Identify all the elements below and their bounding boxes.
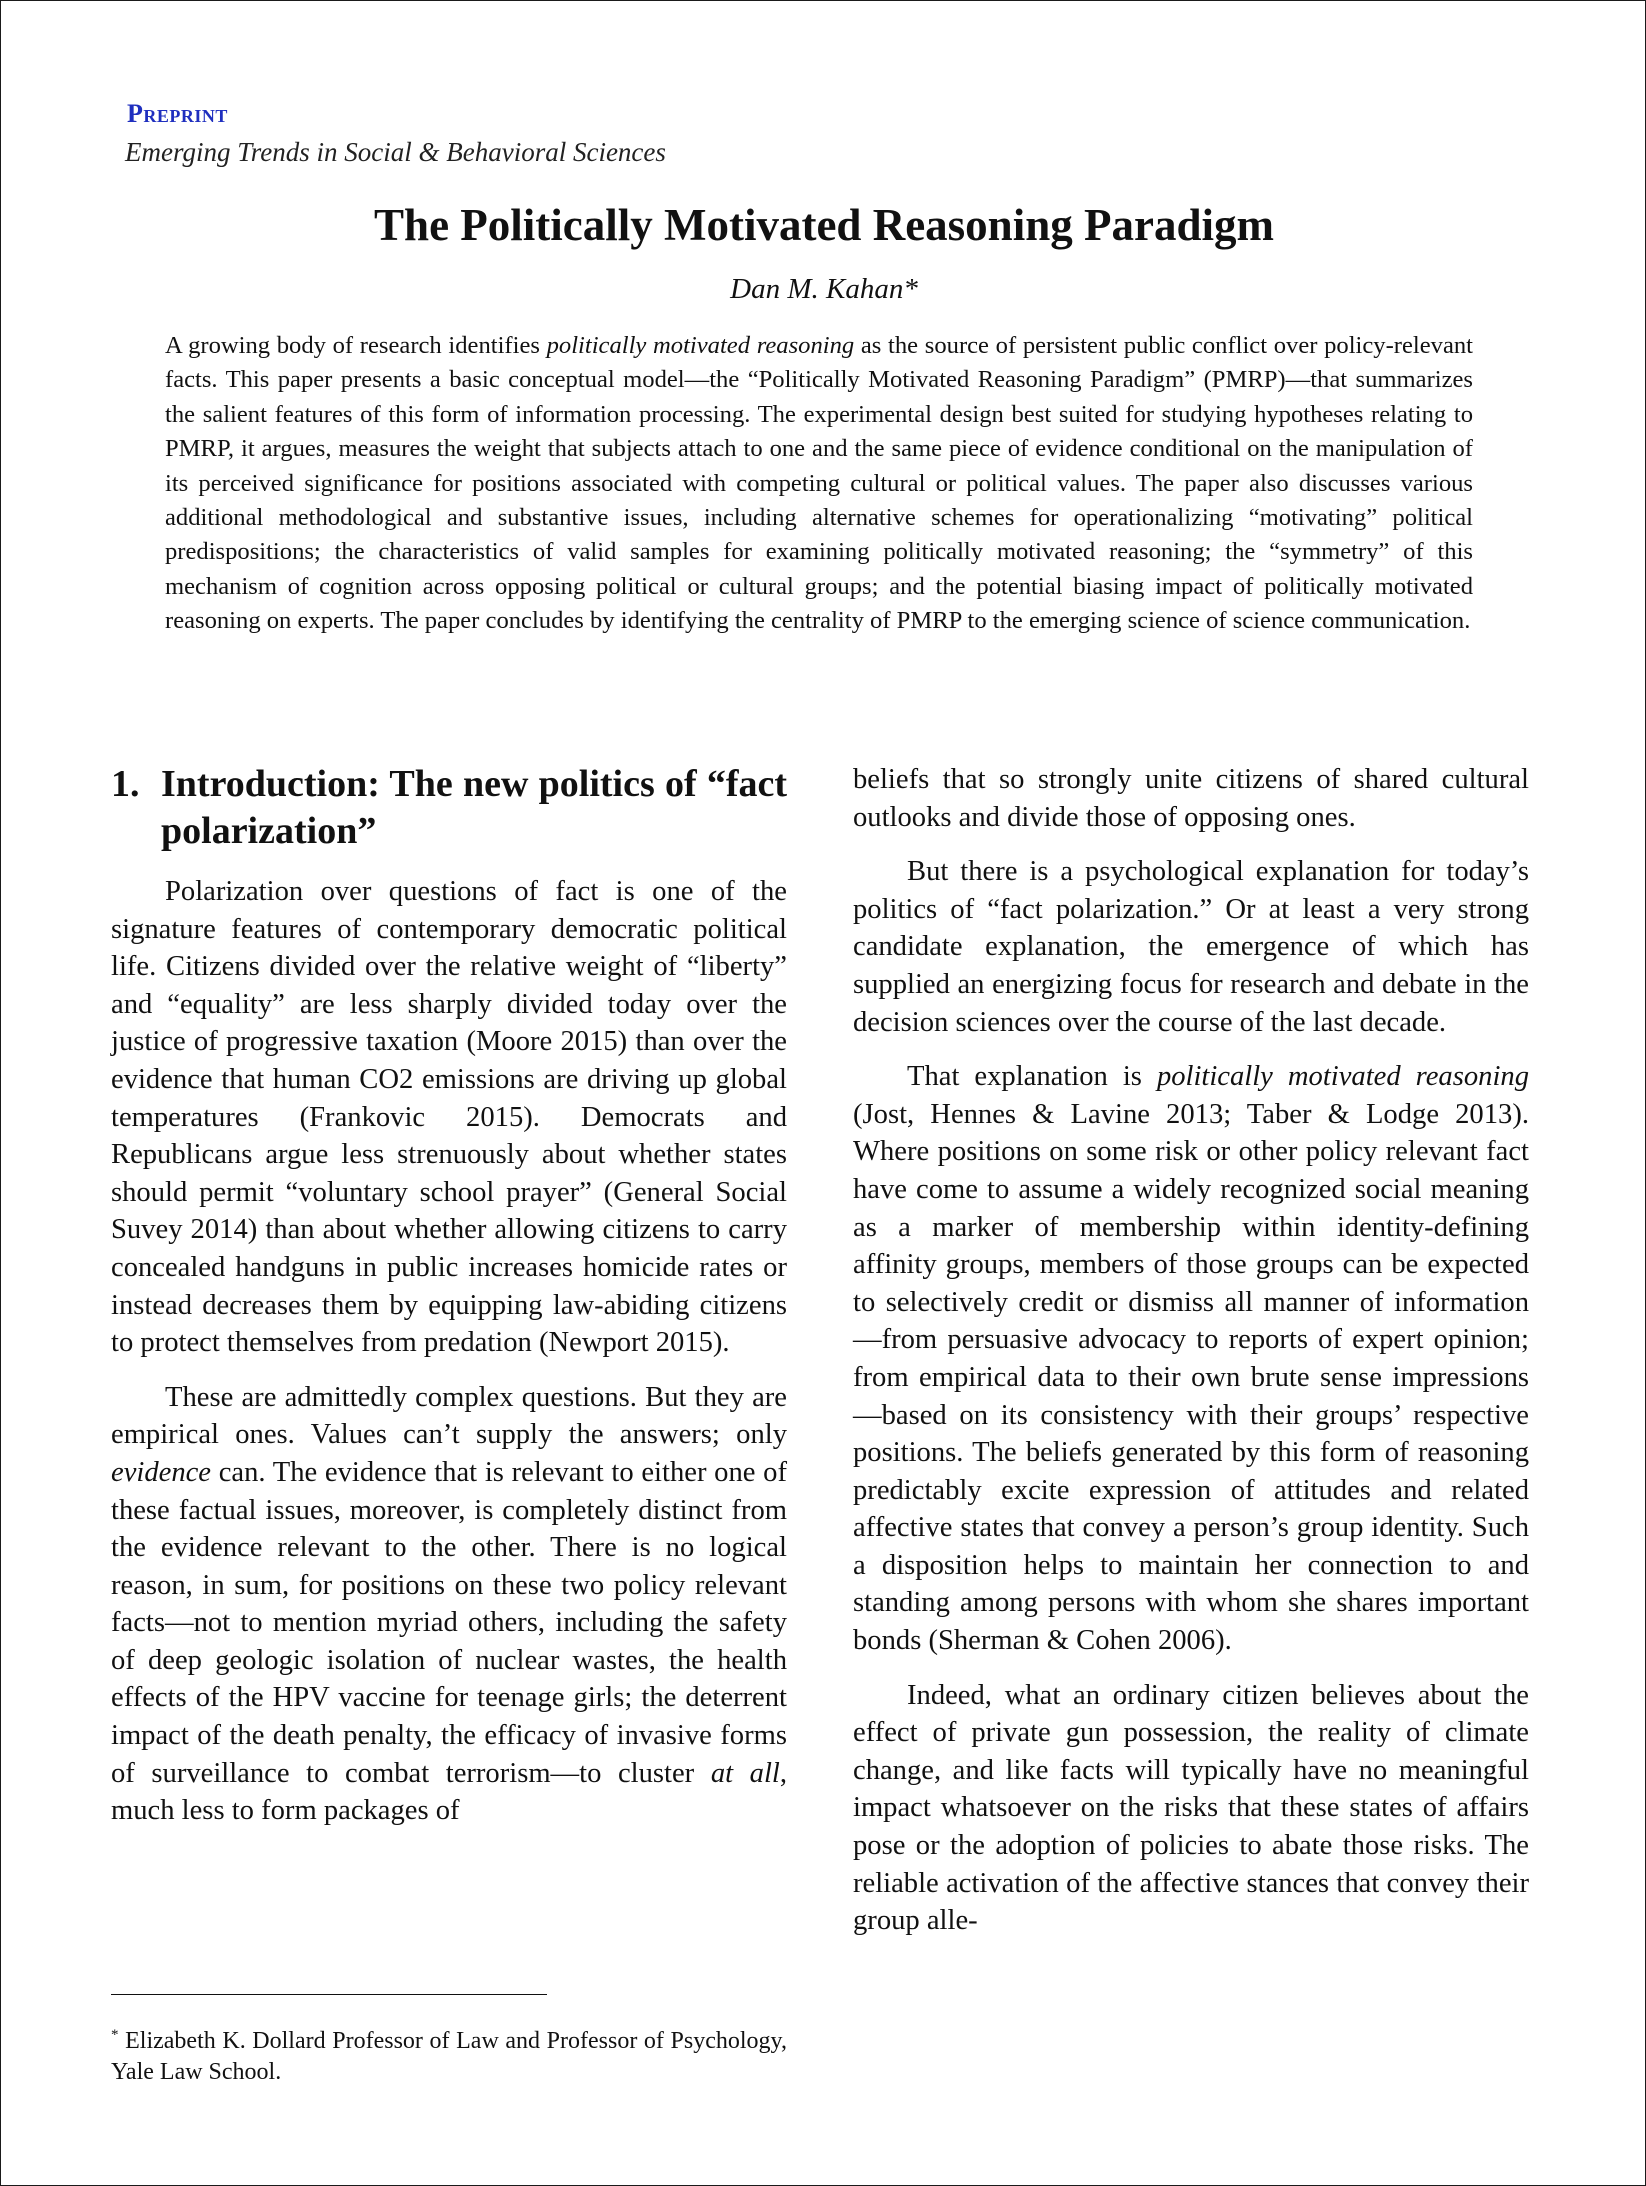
journal-name: Emerging Trends in Social & Behavioral Sciences (125, 137, 666, 167)
section-title: Introduction: The new politics of “fact polarization” (161, 763, 787, 852)
paragraph: Indeed, what an ordinary citizen believes about the effect of private gun possession, the reality of climate change, and like facts will typically have no meaningful impact whatsoever on the risks that these states of affairs pose or the adoption of policies to abate those risks. The reliable activation of the affective stances that convey their group alle- (853, 1679, 1529, 1937)
paragraph: But there is a psychological explanation for today’s politics of “fact polarization.” Or at least a very strong candidate explanation, the emergence of which has supplied an energizing focus for research and debate in the decision sciences over the course of the last decade. (853, 856, 1529, 1038)
paragraph-text: can. The evidence that is relevant to either one of these factual issues, moreover, is completely distinct from the evidence relevant to the other. There is no logical reason, in sum, for positions on these two policy relevant facts—not to mention myriad others, including the safety of deep geologic isolation of nuclear wastes, the health effects of the HPV vaccine for teenage girls; the deterrent impact of the death penalty, the efficacy of invasive forms of surveillance to combat terrorism—to cluster (111, 1456, 787, 1789)
abstract-text: as the source of persistent public conflict over policy-relevant facts. This paper presents a basic conceptual model—the “Politically Motivated Reasoning Paradigm” (PMRP)—that summarizes the salient features of this form of information processing. The experimental design best suited for studying hypotheses relating to PMRP, it argues, measures the weight that subjects attach to one and the same piece of evidence conditional on the manipulation of its perceived significance for positions associated with competing cultural or political values. The paper also discusses various additional methodological and substantive issues, including alternative schemes for operationalizing “motivating” political predispositions; the characteristics of valid samples for examining politically motivated reasoning; the “symmetry” of this mechanism of cognition across opposing political or cultural groups; and the potential biasing impact of politically motivated reasoning on experts. The paper concludes by identifying the centrality of PMRP to the emerging science of science communication. (165, 332, 1473, 635)
author-name: Dan M. Kahan* (730, 273, 918, 305)
paragraph-emphasis: evidence (111, 1456, 211, 1488)
section-number: 1. (111, 763, 140, 805)
paragraph-continued: beliefs that so strongly unite citizens of shared cultural outlooks and divide those of opposing ones. (853, 764, 1529, 833)
paragraph: Polarization over questions of fact is one of the signature features of contemporary democratic political life. Citizens divided over the relative weight of “liberty” and “equality” are less sharply divided today over the justice of progressive taxation (Moore 2015) than over the evidence that human CO2 emissions are driving up global temperatures (Frankovic 2015). Democrats and Republicans argue less strenuously about whether states should permit “voluntary school prayer” (General Social Suvey 2014) than about whether allowing citizens to carry concealed handguns in public increases homicide rates or instead decreases them by equipping law-abiding citizens to protect themselves from predation (Newport 2015). (111, 876, 787, 1359)
footnote-marker: * (111, 2027, 119, 2043)
paragraph-emphasis: at all (710, 1757, 780, 1789)
paragraph-text: , much less to form packages of (111, 1757, 787, 1827)
paragraph-text: That explanation is (907, 1061, 1157, 1093)
paper-title: The Politically Motivated Reasoning Paradigm (374, 200, 1274, 250)
footnote-divider (111, 1994, 547, 1995)
paragraph (111, 1379, 787, 1830)
abstract (165, 329, 1473, 639)
abstract-emphasis: politically motivated reasoning (546, 332, 855, 359)
footnote (111, 2026, 787, 2088)
paragraph-emphasis: politically motivated reasoning (1156, 1061, 1529, 1093)
paragraph-text: These are admittedly complex questions. But they are empirical ones. Values can’t supply the answers; only (111, 1381, 787, 1451)
paragraph (853, 1058, 1529, 1660)
left-column (111, 761, 787, 1847)
footnote-text: Elizabeth K. Dollard Professor of Law and Professor of Psychology, Yale Law School. (111, 2028, 787, 2085)
preprint-label: Preprint (127, 99, 228, 128)
abstract-text: A growing body of research identifies (165, 332, 547, 359)
right-column (853, 761, 1529, 1957)
section-heading (111, 761, 787, 855)
paragraph-text: (Jost, Hennes & Lavine 2013; Taber & Lodge 2013). Where positions on some risk or other policy relevant fact have come to assume a widely recognized social meaning as a marker of membership within identity-defining affinity groups, members of those groups can be expected to selectively credit or dismiss all manner of information—from persuasive advocacy to reports of expert opinion; from empirical data to their own brute sense impressions—based on its consistency with their groups’ respective positions. The beliefs generated by this form of reasoning predictably excite expression of attitudes and related affective states that convey a person’s group identity. Such a disposition helps to maintain her connection to and standing among persons with whom she shares important bonds (Sherman & Cohen 2006). (853, 1098, 1529, 1657)
